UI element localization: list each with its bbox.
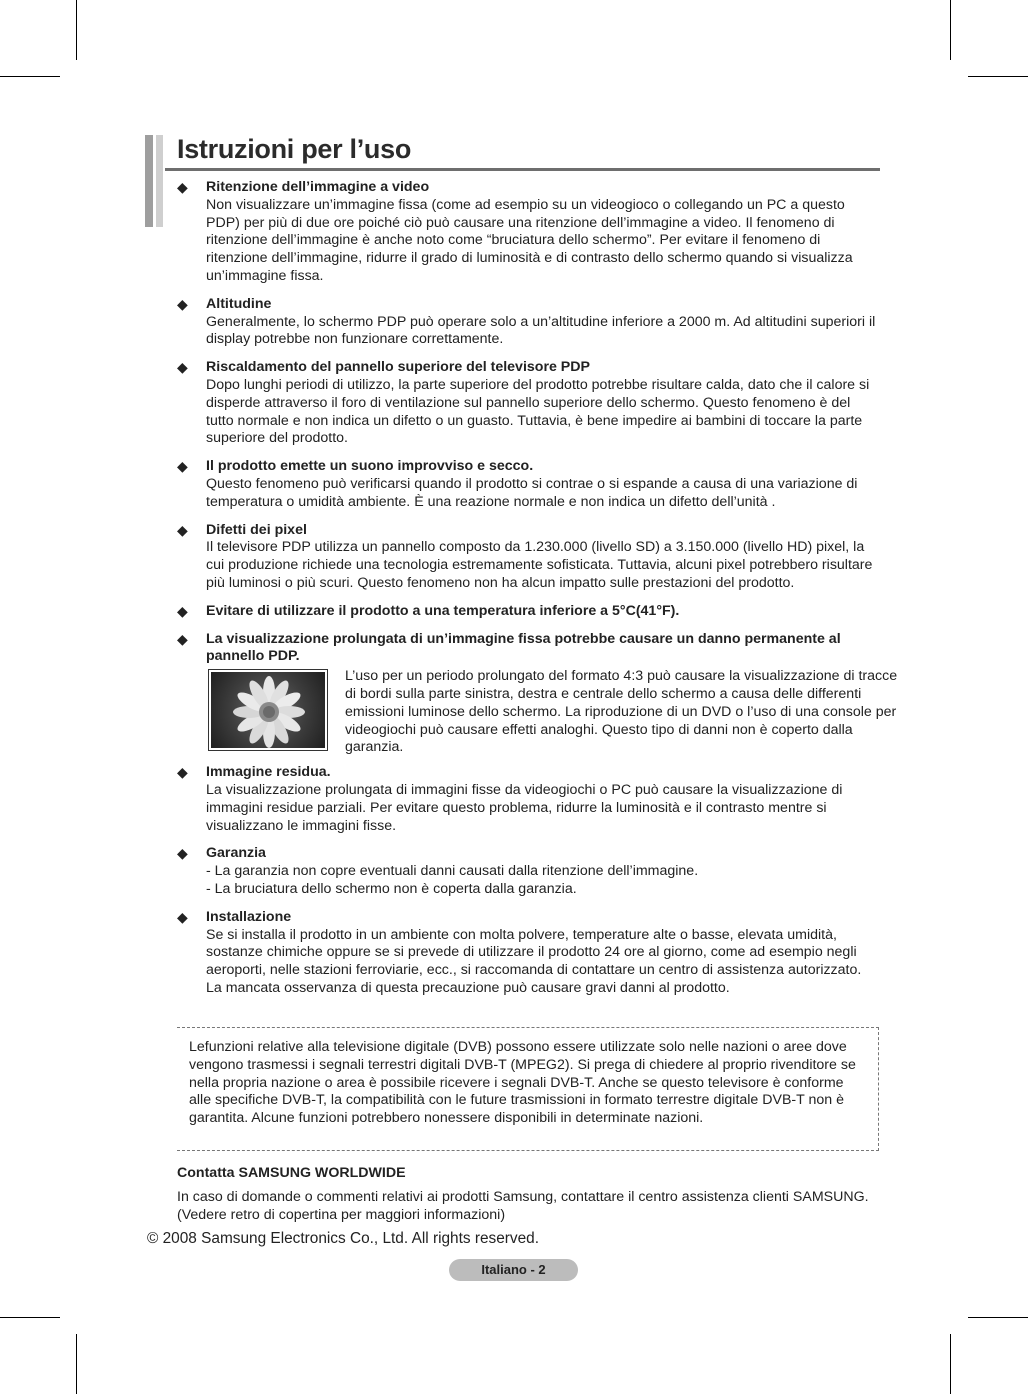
section-body: Il televisore PDP utilizza un pannello composto da 1.230.000 (livello SD) a 3.150.000 (livello HD) pixel, la cui produzione richiede una tecnologia estremamente sofisticata. Tuttavia, alcuni pixel potrebbero risultare più luminosi o più scuri. Questo fenomeno non ha alcun impatto sulle prestazioni del prodotto. [206, 539, 873, 591]
section-heading: Il prodotto emette un suono improvviso e secco. [206, 458, 534, 475]
section-heading: Ritenzione dell’immagine a video [206, 179, 430, 195]
crop-mark [76, 1334, 77, 1394]
section-body: Generalmente, lo schermo PDP può operare solo a un’altitudine inferiore a 2000 m. Ad altitudini superiori il display potrebbe non funzionare correttamente. [206, 313, 876, 348]
section-ritenzione [177, 179, 881, 286]
crop-mark [968, 76, 1028, 77]
crop-mark [968, 1317, 1028, 1318]
crop-mark [950, 0, 951, 60]
contact-body: In caso di domande o commenti relativi ai prodotti Samsung, contattare il centro assistenza clienti SAMSUNG. (Vedere retro di copertina per maggiori informazioni) [177, 1188, 869, 1223]
diamond-bullet-icon: ◆ [177, 602, 188, 619]
section-riscaldamento [177, 359, 881, 448]
flower-image [208, 669, 328, 751]
section-heading: Altitudine [206, 295, 272, 312]
section-body: La visualizzazione prolungata di immagini fisse da videogiochi o PC può causare la visualizzazione di immagini residue parziali. Per evitare questo problema, ridurre la luminosità e il contrasto mentre si visualizzano le immagini fisse. [206, 781, 843, 834]
section-heading: Garanzia [206, 845, 266, 862]
section-body: Questo fenomeno può verificarsi quando il prodotto si contrae o si espande a causa di una variazione di temperatura o umidità ambiente. È una reazione normale e non indica un difetto dell’unità . [206, 475, 858, 510]
section-line: - La bruciatura dello schermo non è coperta dalla garanzia. [206, 880, 577, 897]
diamond-bullet-icon: ◆ [177, 764, 188, 781]
crop-mark [0, 1317, 60, 1318]
dvb-notice [177, 1027, 879, 1151]
section-pixel [177, 522, 881, 593]
section-installazione [177, 909, 881, 998]
section-garanzia [177, 845, 881, 898]
section-altitudine [177, 296, 881, 349]
title-rule [165, 168, 880, 171]
section-body: Se si installa il prodotto in un ambiente con molta polvere, temperature alte o basse, elevata umidità, sostanze chimiche oppure se si prevede di utilizzare il prodotto 24 ore al giorno, come ad esempio negli aeroporti, nelle stazioni ferroviarie, ecc., si raccomanda di contattare un centro di assistenza autorizzato. La mancata osservanza di questa precauzione può causare gravi danni al prodotto. [206, 926, 862, 996]
page-number-badge: Italiano - 2 [449, 1259, 578, 1281]
section-immagine-fissa [177, 630, 898, 756]
title-decoration [145, 135, 165, 227]
diamond-bullet-icon: ◆ [177, 458, 188, 475]
crop-mark [76, 0, 77, 60]
section-line: - La garanzia non copre eventuali danni causati dalla ritenzione dell’immagine. [206, 863, 699, 880]
image-caption: L’uso per un periodo prolungato del formato 4:3 può causare la visualizzazione di tracce di bordi sulla parte sinistra, destra e centrale dello schermo a causa delle differenti emissioni luminose dello schermo. La riproduzione di un DVD o l’uso di una console per videogiochi può causare effetti analoghi. Questo tipo di danni non è coperto dalla garanzia. [345, 668, 898, 756]
daisy-icon [211, 672, 325, 748]
crop-mark [0, 76, 60, 77]
diamond-bullet-icon: ◆ [177, 179, 188, 195]
section-suono [177, 458, 881, 511]
section-body: Dopo lunghi periodi di utilizzo, la parte superiore del prodotto potrebbe risultare calda, dato che il calore si disperde attraverso il foro di ventilazione sul pannello superiore dello schermo. Questo fenomeno è del tutto normale e non indica un difetto o un guasto. Tuttavia, è bene impedire ai bambini di toccare la parte superiore del prodotto. [206, 376, 870, 447]
section-heading: La visualizzazione prolungata di un’immagine fissa potrebbe causare un danno permanente al pannello PDP. [206, 630, 841, 665]
diamond-bullet-icon: ◆ [177, 359, 188, 376]
diamond-bullet-icon: ◆ [177, 908, 188, 925]
section-heading: Installazione [206, 908, 292, 925]
diamond-bullet-icon: ◆ [177, 845, 188, 862]
crop-mark [950, 1334, 951, 1394]
section-immagine-residua [177, 764, 881, 835]
section-heading: Immagine residua. [206, 764, 331, 781]
page-title: Istruzioni per l’uso [177, 134, 412, 164]
section-heading: Riscaldamento del pannello superiore del televisore PDP [206, 359, 590, 376]
section-body: Non visualizzare un’immagine fissa (come ad esempio su un videogioco o collegando un PC a questo PDP) per più di due ore poiché ciò può causare una ritenzione dell’immagine a video. Il fenomeno di ritenzione dell’immagine è anche noto come “bruciatura dello schermo”. Per evitare il fenomeno di ritenzione dell’immagine, ridurre il grado di luminosità e di contrasto dello schermo quando si visualizza un’immagine fissa. [206, 196, 853, 284]
diamond-bullet-icon: ◆ [177, 295, 188, 312]
section-heading: Difetti dei pixel [206, 521, 307, 538]
contact-section [177, 1165, 877, 1224]
copyright: © 2008 Samsung Electronics Co., Ltd. All rights reserved. [147, 1230, 540, 1247]
content [177, 179, 898, 1008]
diamond-bullet-icon: ◆ [177, 521, 188, 538]
diamond-bullet-icon: ◆ [177, 630, 188, 647]
contact-heading: Contatta SAMSUNG WORLDWIDE [177, 1165, 406, 1181]
section-heading: Evitare di utilizzare il prodotto a una temperatura inferiore a 5°C(41°F). [206, 602, 680, 619]
notice-text: Lefunzioni relative alla televisione digitale (DVB) possono essere utilizzate solo nelle nazioni o aree dove vengono trasmessi i segnali terrestri digitali DVB-T (MPEG2). Si prega di chiedere al proprio rivenditore se nella propria nazione o area è possibile ricevere i segnali DVB-T. Anche se questo televisore è conforme alle specifiche DVB-T, la compatibilità con le future trasmissioni in formato terrestre digitale DVB-T non è garantita. Alcune funzioni potrebbero nonessere disponibili in determinate nazioni. [189, 1039, 856, 1127]
section-temperatura [177, 603, 881, 621]
image-row [206, 668, 898, 756]
